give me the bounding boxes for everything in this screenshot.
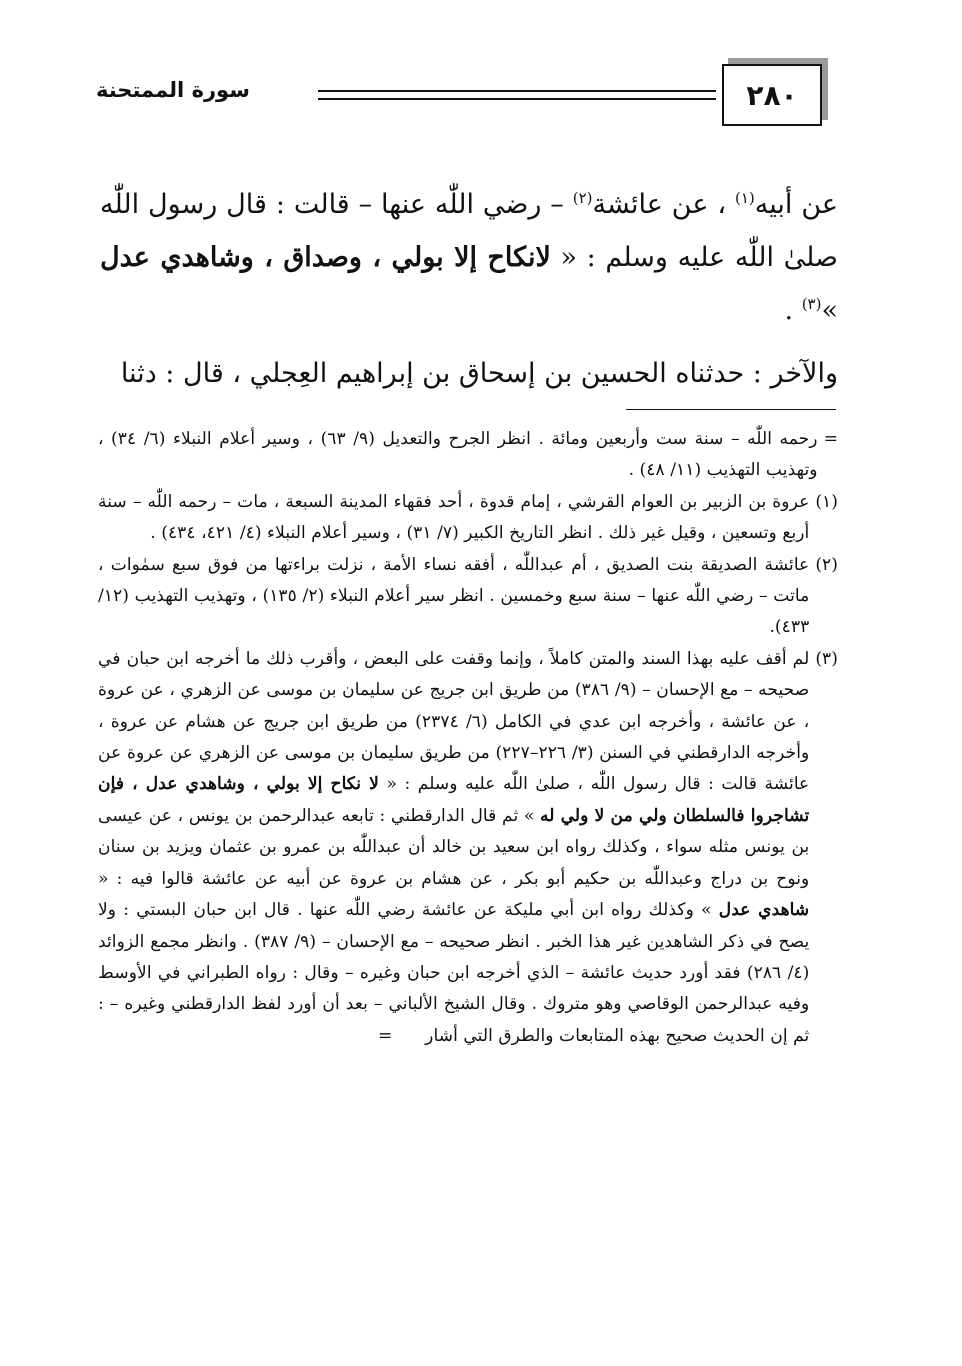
hadith-paragraph [100,178,838,337]
header-rule [318,90,716,100]
footnote-number: (٢) [815,554,838,575]
footnote-text-part: لم أقف عليه بهذا السند والمتن كاملاً ، وإنما وقفت على البعض ، وأقرب ذلك ما أخرجه ابن حبان في صحيحه – مع الإحسان – (٩/ ٣٨٦) من طريق ابن جريج عن سليمان بن موسى عن الزهري ، عن عروة ، عن عائشة ، وأخرجه ابن عدي في الكامل (٦/ ٢٣٧٤) من طريق ابن جريج عن هشام عن عروة ، وأخرجه الدارقطني في السنن (٣/ ٢٢٦–٢٢٧) من طريق سليمان بن موسى عن الزهري عن عروة عن عائشة قالت : قال رسول اللّٰه ، صلىٰ اللّٰه عليه وسلم : « [98,648,810,795]
footnote-bold-text: لا نكاح إلا بولي ، وشاهدي عدل ، فإن تشاجروا فالسلطان ولي من لا ولي له [98,774,810,826]
continuation-mark: = [823,429,838,449]
hadith-text: – رضي اللّٰه عنها – قالت : قال رسول اللّٰه صلىٰ اللّٰه عليه وسلم : « [100,189,838,273]
footnote-text: عائشة الصديقة بنت الصديق ، أم عبداللّٰه ، أفقه نساء الأمة ، نزلت براءتها من فوق سبع سمٰوات ، ماتت – رضي اللّٰه عنها – سنة سبع وخمسين . انظر سير أعلام النبلاء (٢/ ١٣٥) ، وتهذيب التهذيب (١٢/ ٤٣٣). [98,554,810,638]
footnote-1 [98,487,838,550]
continuation-mark: = [377,1025,393,1046]
page-number: ٢٨٠ [722,64,822,126]
footnote-number: (١) [815,491,838,512]
footnote-ref-3: (٣) [801,295,822,313]
hadith-text: ، عن عائشة [592,189,735,220]
surah-title: سورة الممتحنة [96,78,250,102]
footnote-text: رحمه اللّٰه – سنة ست وأربعين ومائة . انظر الجرح والتعديل (٩/ ٦٣) ، وسير أعلام النبلاء (٦/ ٣٤) ، وتهذيب التهذيب (١١/ ٤٨) . [98,429,818,481]
hadith-text: » [821,295,838,326]
footnote-bold-text: شاهدي عدل [718,900,810,921]
hadith-matn-bold: لانكاح إلا بولي ، وصداق ، وشاهدي عدل [100,242,551,273]
footnote-ref-1: (١) [735,189,755,207]
hadith-text: عن أبيه [754,189,838,220]
footnote-continuation [98,424,838,487]
footnote-text-part: » وكذلك رواه ابن أبي مليكة عن عائشة رضي اللّٰه عنها . قال ابن حبان البستي : ولا يصح في ذكر الشاهدين غير هذا الخبر . انظر صحيحه – مع الإحسان – (٩/ ٣٨٧) . وانظر مجمع الزوائد (٤/ ٢٨٦) فقد أورد حديث عائشة – الذي أخرجه ابن حبان وغيره – وقال : رواه الطبراني في الأوسط وفيه عبدالرحمن الوقاصي وهو متروك . وقال الشيخ الألباني – بعد أن أورد لفظ الدارقطني وغيره – : ثم إن الحديث صحيح بهذه المتابعات والطرق التي أشار [98,900,810,1046]
footnote-ref-2: (٢) [572,189,593,207]
isnad-paragraph: والآخر : حدثناه الحسين بن إسحاق بن إبراهيم العِجلي ، قال : دثنا [120,358,838,389]
footnote-2 [98,550,838,644]
footnote-text-part: » ثم قال الدارقطني : تابعه عبدالرحمن بن يونس ، عن عيسى بن يونس مثله سواء ، وكذلك رواه ابن سعيد بن خالد أن عبداللّٰه بن عمرو بن عثمان ويزيد بن سنان ونوح بن دراج وعبداللّٰه بن حكيم أبو بكر ، عن هشام بن عروة عن أبيه عن عائشة قالوا فيه : « [98,805,810,889]
hadith-text: . [784,295,802,326]
footnote-text: عروة بن الزبير بن العوام القرشي ، إمام قدوة ، أحد فقهاء المدينة السبعة ، مات – رحمه اللّٰه – سنة أربع وتسعين ، وقيل غير ذلك . انظر التاريخ الكبير (٧/ ٣١) ، وسير أعلام النبلاء (٤/ ٤٢١، ٤٣٤) . [98,491,810,544]
footnote-text [98,644,809,1052]
footnote-number: (٣) [815,648,838,669]
footnote-separator [626,409,836,410]
footnote-3 [98,644,838,1052]
footnotes [98,424,838,1052]
